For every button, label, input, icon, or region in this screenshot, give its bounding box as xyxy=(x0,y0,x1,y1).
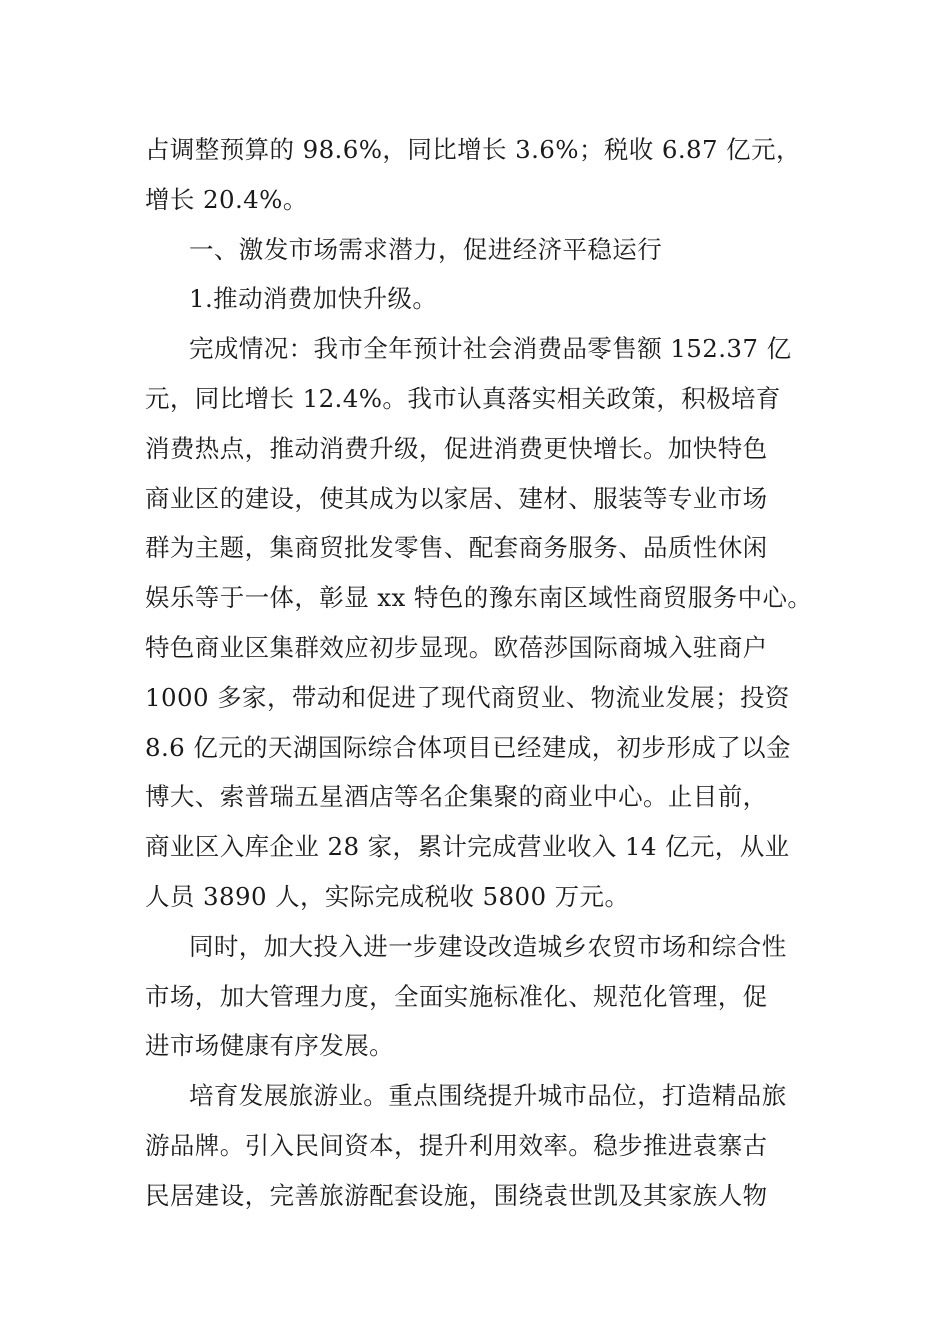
paragraph-first-line: 完成情况：我市全年预计社会消费品零售额 152.37 亿 xyxy=(189,334,792,364)
paragraph-line: 人员 3890 人，实际完成税收 5800 万元。 xyxy=(145,881,630,911)
paragraph-line: 商业区的建设，使其成为以家居、建材、服装等专业市场 xyxy=(145,483,768,513)
paragraph-line: 市场，加大管理力度，全面实施标准化、规范化管理，促 xyxy=(145,981,768,1011)
paragraph-line: 娱乐等于一体，彰显 xx 特色的豫东南区域性商贸服务中心。 xyxy=(145,583,813,613)
text-line-continuation: 占调整预算的 98.6%，同比增长 3.6%；税收 6.87 亿元， xyxy=(145,135,801,164)
document-body xyxy=(145,125,813,1221)
section-heading: 一、激发市场需求潜力，促进经济平稳运行 xyxy=(189,234,663,264)
paragraph-line: 8.6 亿元的天湖国际综合体项目已经建成，初步形成了以金 xyxy=(145,732,791,762)
subsection-heading: 1.推动消费加快升级。 xyxy=(189,284,438,314)
paragraph-line: 进市场健康有序发展。 xyxy=(145,1031,394,1061)
paragraph-line: 博大、索普瑞五星酒店等名企集聚的商业中心。止目前， xyxy=(145,782,768,812)
paragraph-line: 民居建设，完善旅游配套设施，围绕袁世凯及其家族人物 xyxy=(145,1180,768,1210)
paragraph-line: 商业区入库企业 28 家，累计完成营业收入 14 亿元，从业 xyxy=(145,832,790,862)
paragraph-line: 消费热点，推动消费升级，促进消费更快增长。加快特色 xyxy=(145,433,768,463)
paragraph-line: 特色商业区集群效应初步显现。欧蓓莎国际商城入驻商户 xyxy=(145,632,768,662)
paragraph-line: 群为主题，集商贸批发零售、配套商务服务、品质性休闲 xyxy=(145,533,768,563)
paragraph-line: 元，同比增长 12.4%。我市认真落实相关政策，积极培育 xyxy=(145,383,781,413)
text-line-continuation: 增长 20.4%。 xyxy=(145,184,308,214)
paragraph-first-line: 培育发展旅游业。重点围绕提升城市品位，打造精品旅 xyxy=(189,1081,787,1111)
paragraph-first-line: 同时，加大投入进一步建设改造城乡农贸市场和综合性 xyxy=(189,931,787,961)
paragraph-line: 游品牌。引入民间资本，提升利用效率。稳步推进袁寨古 xyxy=(145,1130,768,1160)
paragraph-line: 1000 多家，带动和促进了现代商贸业、物流业发展；投资 xyxy=(145,682,790,712)
